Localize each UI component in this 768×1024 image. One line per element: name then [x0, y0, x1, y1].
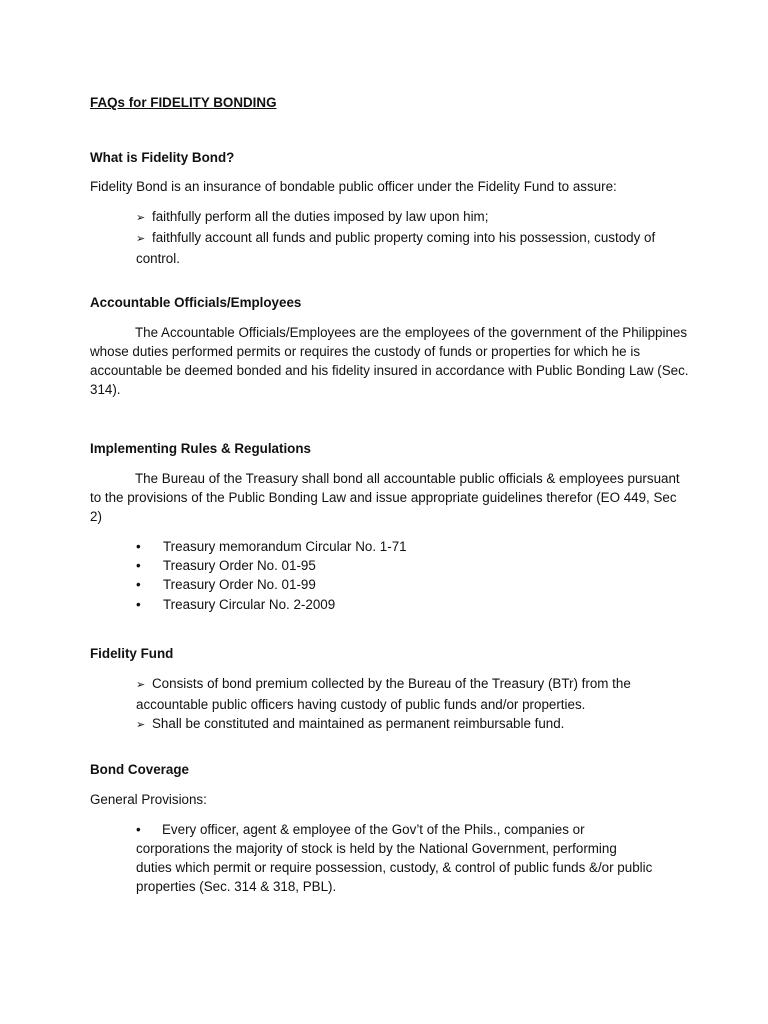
arrow-bullet-icon: ➢: [136, 233, 146, 245]
bond-coverage-list: [136, 820, 656, 896]
list-item: ➢ faithfully perform all the duties imposed by law upon him;: [136, 207, 696, 228]
list-item: • Treasury Order No. 01-99: [136, 575, 656, 594]
heading-implementing-rules: Implementing Rules & Regulations: [90, 441, 311, 456]
fidelity-bond-definition: Fidelity Bond is an insurance of bondable public officer under the Fidelity Fund to assure:: [90, 179, 617, 194]
arrow-bullet-icon: ➢: [136, 679, 146, 691]
bullet-icon: •: [136, 577, 141, 593]
bullet-icon: •: [136, 596, 141, 612]
list-item: ➢ Shall be constituted and maintained as permanent reimbursable fund.: [136, 714, 676, 735]
list-item: • Every officer, agent & employee of the Gov’t of the Phils., companies or corporations the majority of stock is held by the National Government, performing duties which permit or require possession, custody, & control of public funds &/or public properties (Sec. 314 & 318, PBL).: [136, 822, 653, 894]
bullet-icon: •: [136, 558, 141, 574]
arrow-bullet-icon: ➢: [136, 719, 146, 731]
bullet-icon: •: [136, 539, 141, 554]
heading-fidelity-fund: Fidelity Fund: [90, 646, 174, 661]
list-item: ➢ faithfully account all funds and public property coming into his possession, custody of control.: [136, 230, 656, 266]
document-title: FAQs for FIDELITY BONDING: [90, 95, 277, 110]
list-item: • Treasury memorandum Circular No. 1-71: [136, 537, 656, 556]
heading-accountable-officials: Accountable Officials/Employees: [90, 295, 302, 310]
fidelity-bond-assurances: [136, 207, 696, 268]
list-item: • Treasury Circular No. 2-2009: [136, 595, 656, 614]
accountable-officials-paragraph: The Accountable Officials/Employees are the employees of the government of the Philippines whose duties performed permits or requires the custody of funds or properties for which he is accountable be deemed bonded and his fidelity insured in accordance with Public Bonding Law (Sec. 314).: [90, 325, 689, 397]
bullet-icon: •: [136, 822, 141, 837]
list-item: ➢ Consists of bond premium collected by the Bureau of the Treasury (BTr) from the accountable public officers having custody of public funds and/or properties.: [136, 676, 631, 712]
arrow-bullet-icon: ➢: [136, 212, 146, 224]
list-item: • Treasury Order No. 01-95: [136, 556, 656, 575]
treasury-issuances-list: [136, 537, 656, 614]
heading-bond-coverage: Bond Coverage: [90, 762, 189, 777]
fidelity-fund-list: [136, 674, 676, 735]
implementing-rules-paragraph: The Bureau of the Treasury shall bond all accountable public officials & employees pursuant to the provisions of the Public Bonding Law and issue appropriate guidelines therefor (EO 449, Sec 2): [90, 471, 680, 524]
heading-what-is-fidelity-bond: What is Fidelity Bond?: [90, 150, 235, 165]
general-provisions-label: General Provisions:: [90, 792, 207, 807]
